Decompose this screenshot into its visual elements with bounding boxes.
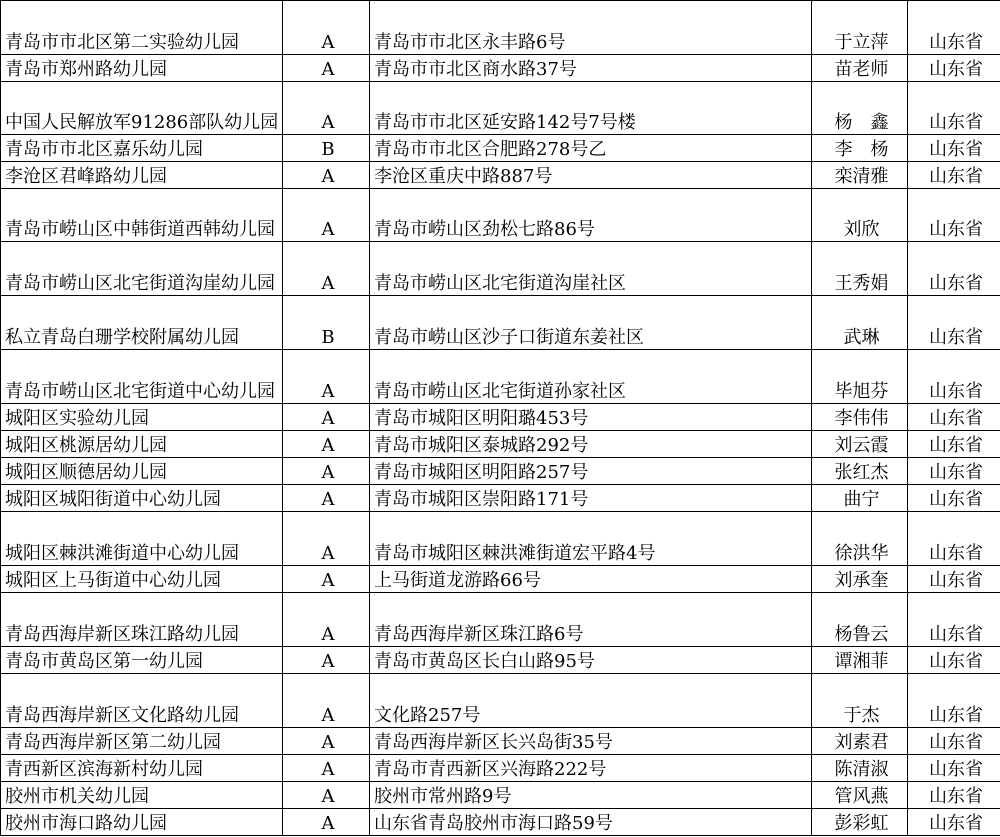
- province-cell[interactable]: 山东省: [908, 55, 1000, 82]
- table-row: [1, 1, 1000, 55]
- province-cell[interactable]: 山东省: [908, 431, 1000, 458]
- table-row: [1, 674, 1000, 728]
- address-cell[interactable]: 青岛市城阳区棘洪滩街道宏平路4号: [370, 512, 812, 566]
- kindergarten-name-cell[interactable]: 胶州市机关幼儿园: [1, 782, 283, 809]
- category-cell[interactable]: A: [283, 782, 370, 809]
- contact-person-cell[interactable]: 管风燕: [812, 782, 908, 809]
- kindergarten-name-cell[interactable]: 青岛市崂山区中韩街道西韩幼儿园: [1, 189, 283, 242]
- table-row: [1, 296, 1000, 350]
- category-cell[interactable]: A: [283, 485, 370, 512]
- kindergarten-name-cell[interactable]: 胶州市海口路幼儿园: [1, 809, 283, 836]
- table-row: [1, 350, 1000, 404]
- address-cell[interactable]: 青岛市市北区永丰路6号: [370, 1, 812, 55]
- kindergarten-name-cell[interactable]: 李沧区君峰路幼儿园: [1, 162, 283, 189]
- contact-person-cell[interactable]: 刘素君: [812, 728, 908, 755]
- province-cell[interactable]: 山东省: [908, 162, 1000, 189]
- contact-person-cell[interactable]: 刘欣: [812, 189, 908, 242]
- address-cell[interactable]: 文化路257号: [370, 674, 812, 728]
- kindergarten-name-cell[interactable]: 青西新区滨海新村幼儿园: [1, 755, 283, 782]
- contact-person-cell[interactable]: 毕旭芬: [812, 350, 908, 404]
- address-cell[interactable]: 青岛市市北区商水路37号: [370, 55, 812, 82]
- address-cell[interactable]: 青岛西海岸新区长兴岛街35号: [370, 728, 812, 755]
- kindergarten-name-cell[interactable]: 青岛市崂山区北宅街道中心幼儿园: [1, 350, 283, 404]
- contact-person-cell[interactable]: 彭彩虹: [812, 809, 908, 836]
- category-cell[interactable]: A: [283, 189, 370, 242]
- kindergarten-name-cell[interactable]: 城阳区棘洪滩街道中心幼儿园: [1, 512, 283, 566]
- address-cell[interactable]: 青岛市城阳区明阳路257号: [370, 458, 812, 485]
- kindergarten-name-cell[interactable]: 青岛市郑州路幼儿园: [1, 55, 283, 82]
- category-cell[interactable]: A: [283, 512, 370, 566]
- category-cell[interactable]: A: [283, 647, 370, 674]
- kindergarten-name-cell[interactable]: 中国人民解放军91286部队幼儿园: [1, 82, 283, 135]
- kindergarten-name-cell[interactable]: 私立青岛白珊学校附属幼儿园: [1, 296, 283, 350]
- kindergarten-name-cell[interactable]: 青岛市市北区嘉乐幼儿园: [1, 135, 283, 162]
- contact-person-cell[interactable]: 曲宁: [812, 485, 908, 512]
- table-row: [1, 728, 1000, 755]
- contact-person-cell[interactable]: 刘承奎: [812, 566, 908, 593]
- contact-person-cell[interactable]: 徐洪华: [812, 512, 908, 566]
- address-cell[interactable]: 青岛市黄岛区长白山路95号: [370, 647, 812, 674]
- province-cell[interactable]: 山东省: [908, 809, 1000, 836]
- contact-person-cell[interactable]: 谭湘菲: [812, 647, 908, 674]
- province-cell[interactable]: 山东省: [908, 647, 1000, 674]
- category-cell[interactable]: A: [283, 755, 370, 782]
- kindergarten-name-cell[interactable]: 城阳区实验幼儿园: [1, 404, 283, 431]
- kindergarten-name-cell[interactable]: 城阳区城阳街道中心幼儿园: [1, 485, 283, 512]
- category-cell[interactable]: A: [283, 1, 370, 55]
- table-row: [1, 458, 1000, 485]
- table-row: [1, 782, 1000, 809]
- contact-person-cell[interactable]: 杨鲁云: [812, 593, 908, 647]
- contact-person-cell[interactable]: 刘云霞: [812, 431, 908, 458]
- category-cell[interactable]: A: [283, 242, 370, 296]
- table-body: [1, 1, 1000, 836]
- category-cell[interactable]: A: [283, 674, 370, 728]
- address-cell[interactable]: 上马街道龙游路66号: [370, 566, 812, 593]
- table-row: [1, 647, 1000, 674]
- table-row: [1, 135, 1000, 162]
- kindergarten-name-cell[interactable]: 青岛西海岸新区第二幼儿园: [1, 728, 283, 755]
- category-cell[interactable]: A: [283, 82, 370, 135]
- contact-person-cell[interactable]: 张红杰: [812, 458, 908, 485]
- province-cell[interactable]: 山东省: [908, 485, 1000, 512]
- table-row: [1, 593, 1000, 647]
- kindergarten-name-cell[interactable]: 青岛市黄岛区第一幼儿园: [1, 647, 283, 674]
- category-cell[interactable]: A: [283, 350, 370, 404]
- province-cell[interactable]: 山东省: [908, 566, 1000, 593]
- address-cell[interactable]: 青岛市崂山区劲松七路86号: [370, 189, 812, 242]
- category-cell[interactable]: A: [283, 404, 370, 431]
- category-cell[interactable]: A: [283, 431, 370, 458]
- contact-person-cell[interactable]: 李 杨: [812, 135, 908, 162]
- address-cell[interactable]: 青岛市城阳区崇阳路171号: [370, 485, 812, 512]
- table-row: [1, 809, 1000, 836]
- province-cell[interactable]: 山东省: [908, 458, 1000, 485]
- address-cell[interactable]: 青岛市市北区合肥路278号乙: [370, 135, 812, 162]
- address-cell[interactable]: 胶州市常州路9号: [370, 782, 812, 809]
- province-cell[interactable]: 山东省: [908, 296, 1000, 350]
- kindergarten-name-cell[interactable]: 城阳区顺德居幼儿园: [1, 458, 283, 485]
- table-row: [1, 512, 1000, 566]
- table-row: [1, 404, 1000, 431]
- province-cell[interactable]: 山东省: [908, 242, 1000, 296]
- address-cell[interactable]: 青岛市崂山区北宅街道沟崖社区: [370, 242, 812, 296]
- address-cell[interactable]: 青岛西海岸新区珠江路6号: [370, 593, 812, 647]
- table-row: [1, 431, 1000, 458]
- category-cell[interactable]: A: [283, 566, 370, 593]
- kindergarten-name-cell[interactable]: 城阳区桃源居幼儿园: [1, 431, 283, 458]
- kindergarten-name-cell[interactable]: 城阳区上马街道中心幼儿园: [1, 566, 283, 593]
- province-cell[interactable]: 山东省: [908, 593, 1000, 647]
- contact-person-cell[interactable]: 王秀娟: [812, 242, 908, 296]
- province-cell[interactable]: 山东省: [908, 189, 1000, 242]
- kindergarten-name-cell[interactable]: 青岛西海岸新区珠江路幼儿园: [1, 593, 283, 647]
- province-cell[interactable]: 山东省: [908, 512, 1000, 566]
- category-cell[interactable]: A: [283, 728, 370, 755]
- province-cell[interactable]: 山东省: [908, 755, 1000, 782]
- category-cell[interactable]: B: [283, 135, 370, 162]
- category-cell[interactable]: A: [283, 593, 370, 647]
- kindergarten-name-cell[interactable]: 青岛市市北区第二实验幼儿园: [1, 1, 283, 55]
- table-row: [1, 755, 1000, 782]
- address-cell[interactable]: 青岛市城阳区明阳璐453号: [370, 404, 812, 431]
- contact-person-cell[interactable]: 于杰: [812, 674, 908, 728]
- category-cell[interactable]: A: [283, 55, 370, 82]
- kindergarten-name-cell[interactable]: 青岛西海岸新区文化路幼儿园: [1, 674, 283, 728]
- kindergarten-name-cell[interactable]: 青岛市崂山区北宅街道沟崖幼儿园: [1, 242, 283, 296]
- category-cell[interactable]: A: [283, 809, 370, 836]
- table-row: [1, 189, 1000, 242]
- table-row: [1, 242, 1000, 296]
- address-cell[interactable]: 青岛市崂山区北宅街道孙家社区: [370, 350, 812, 404]
- table-row: [1, 82, 1000, 135]
- address-cell[interactable]: 青岛市市北区延安路142号7号楼: [370, 82, 812, 135]
- address-cell[interactable]: 青岛市青西新区兴海路222号: [370, 755, 812, 782]
- province-cell[interactable]: 山东省: [908, 135, 1000, 162]
- contact-person-cell[interactable]: 杨 鑫: [812, 82, 908, 135]
- address-cell[interactable]: 李沧区重庆中路887号: [370, 162, 812, 189]
- province-cell[interactable]: 山东省: [908, 350, 1000, 404]
- province-cell[interactable]: 山东省: [908, 404, 1000, 431]
- province-cell[interactable]: 山东省: [908, 728, 1000, 755]
- contact-person-cell[interactable]: 武琳: [812, 296, 908, 350]
- table-row: [1, 55, 1000, 82]
- contact-person-cell[interactable]: 陈清淑: [812, 755, 908, 782]
- province-cell[interactable]: 山东省: [908, 674, 1000, 728]
- category-cell[interactable]: A: [283, 162, 370, 189]
- address-cell[interactable]: 青岛市崂山区沙子口街道东姜社区: [370, 296, 812, 350]
- contact-person-cell[interactable]: 栾清雅: [812, 162, 908, 189]
- table-row: [1, 162, 1000, 189]
- contact-person-cell[interactable]: 苗老师: [812, 55, 908, 82]
- table-row: [1, 566, 1000, 593]
- province-cell[interactable]: 山东省: [908, 782, 1000, 809]
- province-cell[interactable]: 山东省: [908, 82, 1000, 135]
- category-cell[interactable]: A: [283, 458, 370, 485]
- address-cell[interactable]: 山东省青岛胶州市海口路59号: [370, 809, 812, 836]
- contact-person-cell[interactable]: 于立萍: [812, 1, 908, 55]
- contact-person-cell[interactable]: 李伟伟: [812, 404, 908, 431]
- table-row: [1, 485, 1000, 512]
- province-cell[interactable]: 山东省: [908, 1, 1000, 55]
- address-cell[interactable]: 青岛市城阳区泰城路292号: [370, 431, 812, 458]
- category-cell[interactable]: B: [283, 296, 370, 350]
